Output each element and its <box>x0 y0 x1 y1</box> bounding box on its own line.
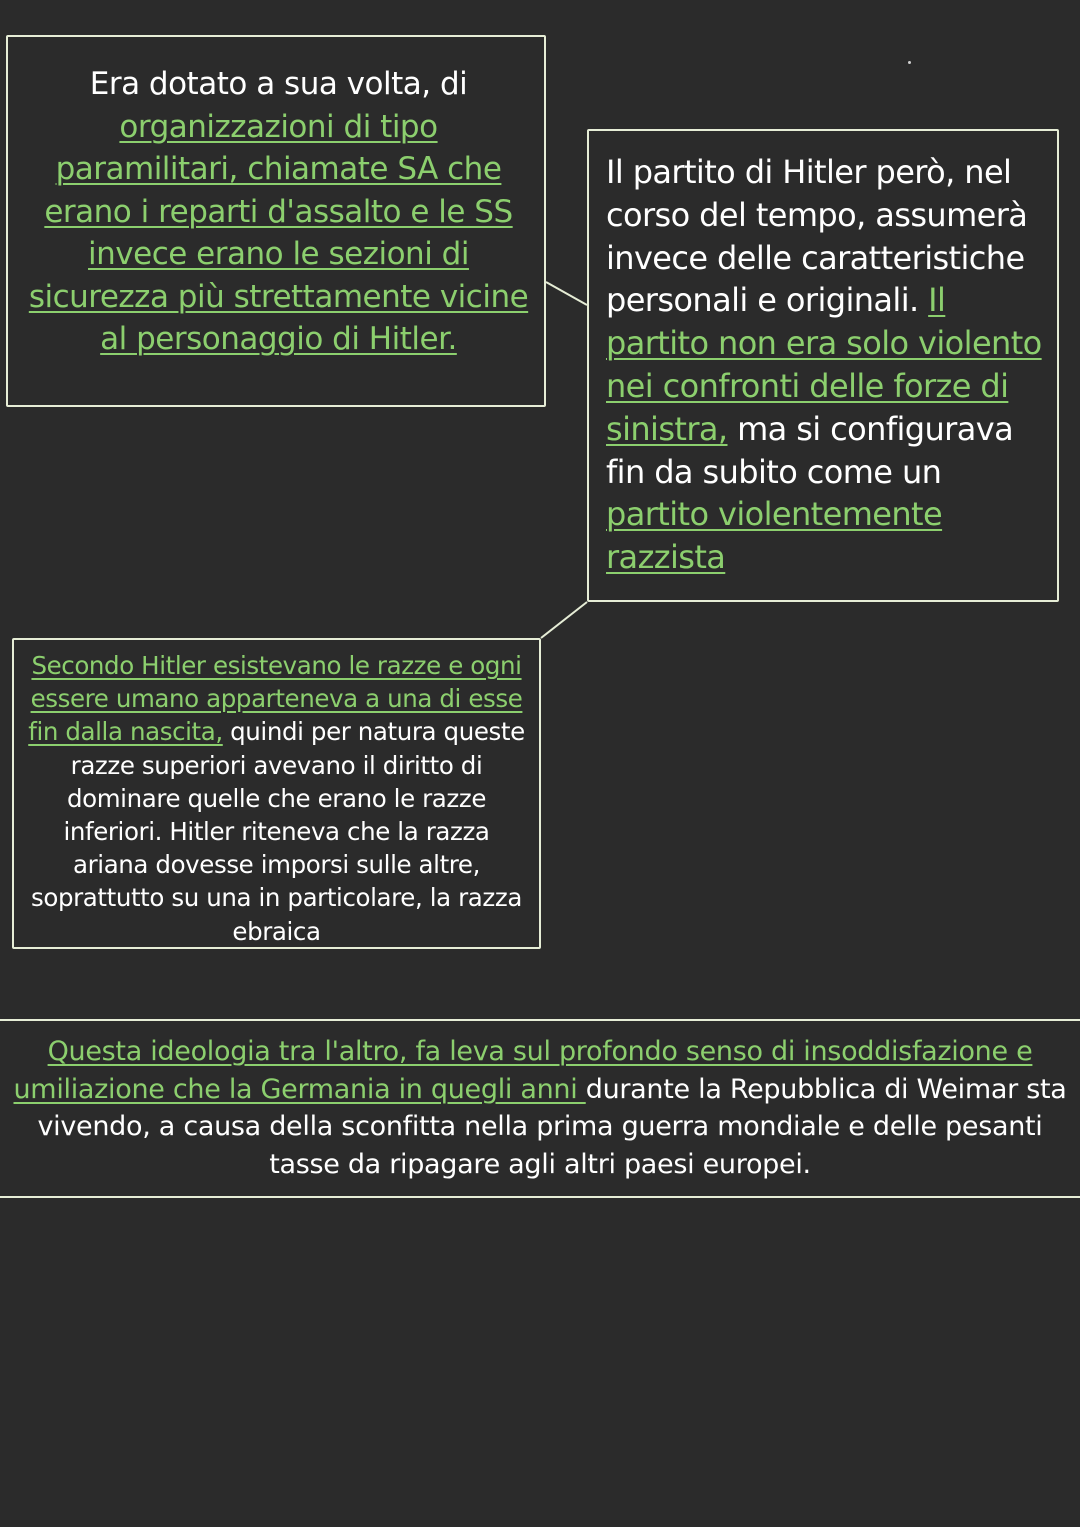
plain-text: quindi per natura queste razze superiori avevano il diritto di dominare quelle che erano le razze inferiori. Hitler riteneva che la razza ariana dovesse imporsi sulle altre, soprattutto su una in particolare, la razza ebraica <box>31 717 525 946</box>
highlighted-text: Questa ideologia tra l'altro, fa leva sul profondo senso di insoddisfazione e umiliazione che la Germania in quegli anni <box>13 1036 1033 1105</box>
note-text-paramilitary <box>26 63 531 361</box>
plain-text: Il partito di Hitler però, nel corso del tempo, assumerà invece delle caratteristiche personali e originali. <box>606 153 1028 320</box>
note-text-ideology <box>8 1033 1072 1184</box>
highlighted-text: partito violentemente razzista <box>606 495 943 577</box>
note-box-party-racism <box>587 129 1059 602</box>
note-box-paramilitary <box>6 35 546 407</box>
plain-text: durante la Repubblica di Weimar sta vivendo, a causa della sconfitta nella prima guerra mondiale e delle pesanti tasse da ripagare agli altri paesi europei. <box>37 1073 1067 1181</box>
highlighted-text: Il partito non era solo violento nei confronti delle forze di sinistra, <box>606 281 1042 448</box>
connector-sa-to-party <box>546 282 587 305</box>
note-box-race-theory <box>12 638 541 949</box>
highlighted-text: organizzazioni di tipo paramilitari, chiamate SA che erano i reparti d'assalto e le SS invece erano le sezioni di sicurezza più strettamente vicine al personaggio di Hitler. <box>28 108 529 357</box>
note-band-ideology <box>0 1019 1080 1198</box>
connector-party-to-race <box>541 602 587 638</box>
highlighted-text: Secondo Hitler esistevano le razze e ogni essere umano apparteneva a una di esse fin dalla nascita, <box>28 651 523 747</box>
paper-speck <box>908 61 911 64</box>
note-text-party-racism <box>606 151 1051 579</box>
note-text-race-theory <box>24 649 529 948</box>
plain-text: ma si configurava fin da subito come un <box>606 409 1014 491</box>
plain-text: Era dotato a sua volta, di <box>89 66 468 102</box>
